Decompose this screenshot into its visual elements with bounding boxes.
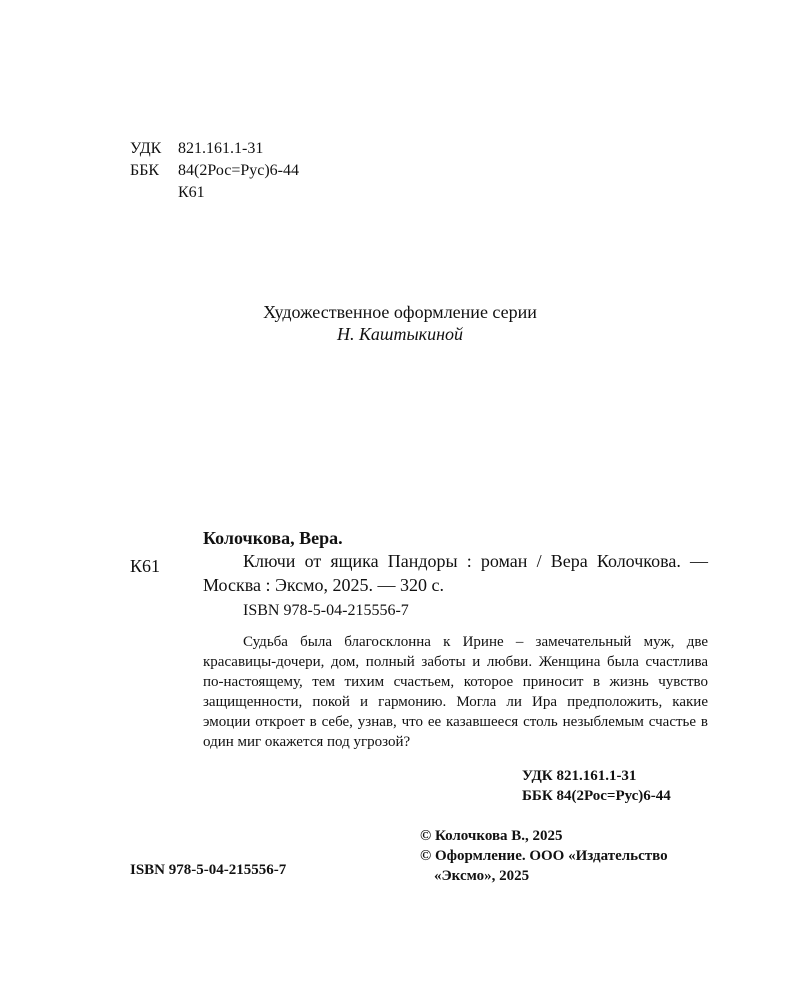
classification-codes-top: [130, 138, 299, 204]
isbn-entry: ISBN 978-5-04-215556-7: [243, 602, 409, 619]
design-line: Художественное оформление серии: [263, 302, 537, 322]
author-mark-margin: К61: [130, 556, 161, 576]
copyright-publisher: «Эксмо», 2025: [434, 868, 530, 884]
bbk-bottom: ББК 84(2Рос=Рус)6-44: [522, 788, 671, 804]
author-mark: К61: [178, 184, 205, 201]
bibliographic-title: Ключи от ящика Пандоры : роман / Вера Колочкова. — Москва : Эксмо, 2025. — 320 с.: [203, 551, 708, 595]
annotation-text: Судьба была благосклонна к Ирине – замечательный муж, две красавицы-дочери, дом, полный заботы и любви. Женщина была счастлива по-настоящему, тем тихим счастьем, которое приносит в жизнь чувство защищенности, покой и гармонию. Могла ли Ира предположить, какие эмоции откроет в себе, узнав, что ее казавшееся столь незыблемым счастье в один миг окажется под угрозой?: [203, 634, 708, 750]
annotation: [203, 632, 708, 752]
classification-codes-bottom: [522, 766, 671, 806]
copyright-block: [420, 826, 668, 886]
copyright-author: © Колочкова В., 2025: [420, 828, 563, 844]
bbk-value: 84(2Рос=Рус)6-44: [178, 162, 300, 179]
copyright-design: © Оформление. ООО «Издательство: [420, 848, 668, 864]
isbn-bottom: ISBN 978-5-04-215556-7: [130, 862, 287, 878]
design-credit: [0, 301, 800, 345]
udk-value: 821.161.1-31: [178, 140, 264, 157]
design-artist: Н. Каштыкиной: [336, 324, 464, 344]
author-heading: Колочкова, Вера.: [203, 528, 343, 548]
bbk-label: ББК: [130, 162, 160, 179]
udk-label: УДК: [130, 140, 162, 157]
udk-bottom: УДК 821.161.1-31: [522, 768, 637, 784]
